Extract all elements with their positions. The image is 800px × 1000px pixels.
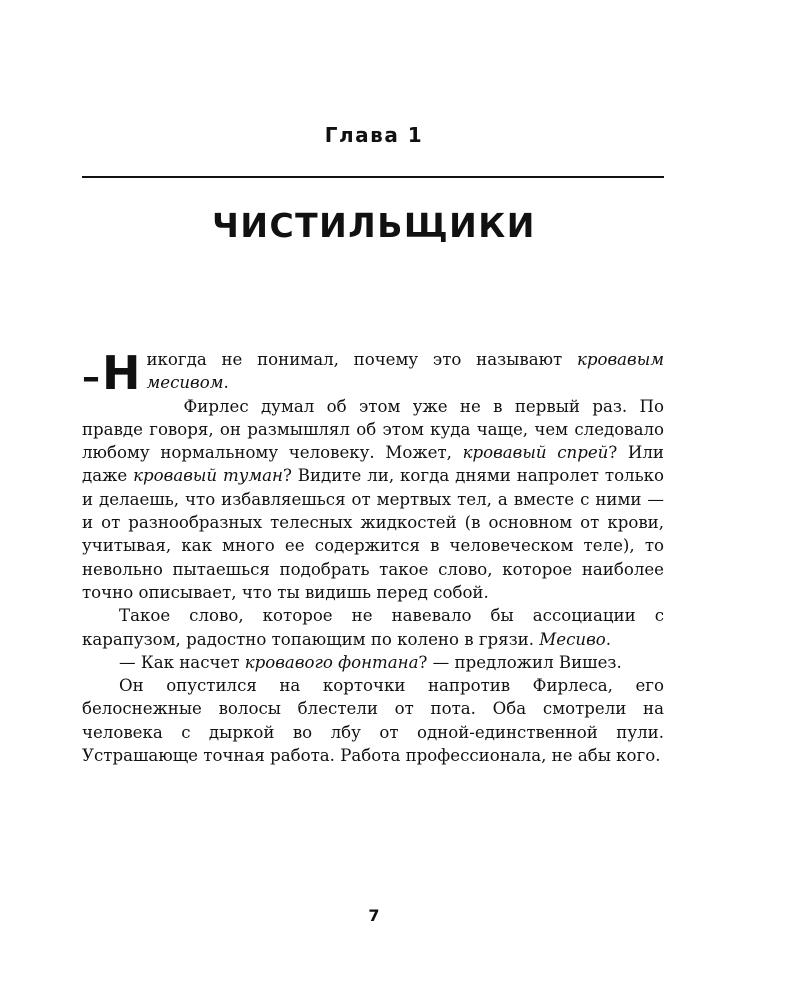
paragraph-4-text-b: ? — предложил Вишез. (418, 652, 622, 672)
paragraph-1-emphasis: кровавым месивом (146, 350, 664, 393)
paragraph-1-text: икогда не понимал, почему это называют (146, 350, 577, 369)
paragraph-4-emphasis: кровавого фонтана (244, 652, 419, 672)
paragraph-5: Он опустился на корточки напротив Фирлеса, его белоснежные волосы блестели от пота. Оба смотрели на человека с дыркой во лбу от одной-единственной пули. Устрашающе точная работа. Работа профессионала, не абы кого. (82, 676, 664, 766)
paragraph-3-text: Такое слово, которое не навевало бы ассоциации с карапузом, радостно топающим по колено в грязи. (82, 606, 664, 649)
paragraph-1-end: . (223, 373, 229, 393)
paragraph-2-text-c: ? Видите ли, когда днями напролет только и делаешь, что избавляешься от мертвых тел, а вместе с ними — и от разнообразных телесных жидкостей (в основном от крови, учитывая, как много ее содержится в человеческом теле), то невольно пытаешься подобрать такое слово, которое наиболее точно описывает, что ты видишь перед собой. (82, 466, 664, 602)
paragraph-3-emphasis: Месиво (539, 629, 606, 649)
body-text (82, 348, 664, 767)
chapter-label: Глава 1 (324, 123, 424, 147)
chapter-title: ЧИСТИЛЬЩИКИ (212, 206, 536, 245)
paragraph-2-text-a: Фирлес думал об этом уже не в первый раз. По правде говоря, он размышлял об этом куда чаще, чем следовало любому нормальному человеку. Может, (82, 396, 664, 463)
chapter-divider (82, 176, 664, 178)
paragraph-3-end: . (605, 629, 612, 649)
drop-cap-dash: – (82, 357, 100, 398)
drop-cap-letter: Н (102, 346, 141, 400)
paragraph-2-text-b: ? Или даже (82, 443, 664, 486)
paragraph-2-emphasis-1: кровавый спрей (462, 443, 609, 463)
paragraph-2-emphasis-2: кровавый туман (133, 466, 283, 486)
page-number: 7 (368, 906, 380, 925)
drop-cap (82, 346, 141, 400)
paragraph-4 (82, 651, 664, 674)
paragraph-1 (82, 346, 664, 400)
paragraph-2 (82, 395, 664, 605)
paragraph-3 (82, 604, 664, 651)
paragraph-4-text-a: — Как насчет (119, 652, 245, 672)
